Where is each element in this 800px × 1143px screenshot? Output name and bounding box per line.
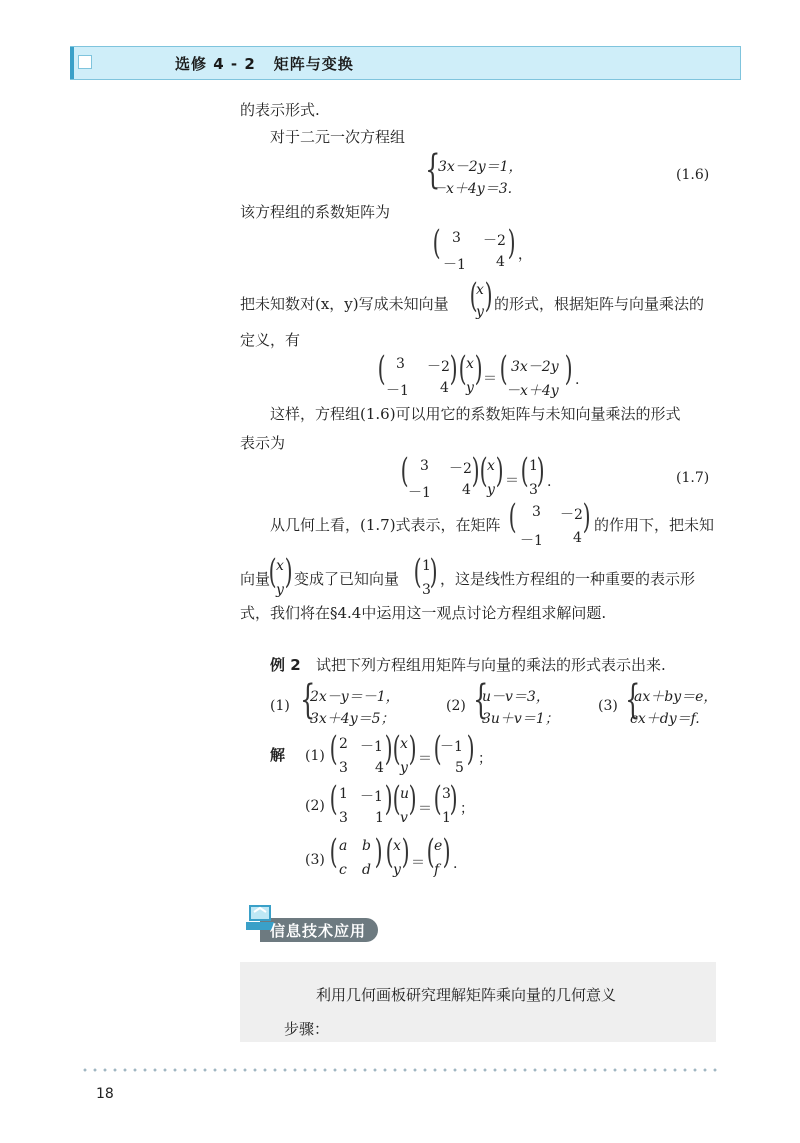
problem-number: (2) (446, 698, 466, 714)
matrix-cell: 4 (375, 760, 384, 776)
text-line: 式，我们将在§4.4中运用这一观点讨论方程组求解问题. (240, 604, 607, 622)
vector-entry: 3x－2y (511, 359, 559, 375)
vector-entry: －x＋4y (506, 383, 559, 399)
vector-right-bracket: ) (484, 276, 493, 316)
vector-right-bracket: ) (564, 349, 573, 389)
equation: －x＋4y＝3. (432, 181, 513, 197)
vector-left-bracket: ( (499, 349, 508, 389)
vector-entry: e (434, 838, 443, 854)
matrix-cell: 3 (396, 356, 405, 372)
vector-entry: 3 (529, 482, 538, 498)
matrix-cell: c (339, 862, 347, 878)
vector-right-bracket: ) (449, 779, 458, 819)
matrix-cell: 4 (573, 530, 582, 546)
text-line: ，这是线性方程组的一种重要的表示形 (440, 570, 696, 588)
system-brace: { (300, 677, 316, 723)
text-line: 的形式，根据矩阵与向量乘法的 (494, 295, 705, 313)
matrix-cell: －2 (560, 507, 583, 523)
solution-number: (1) (305, 748, 325, 764)
vector-entry: 1 (422, 558, 431, 574)
example-label: 例 2 (270, 656, 301, 674)
vector-entry: y (276, 582, 284, 598)
info-box (240, 962, 716, 1042)
vector-left-bracket: ( (413, 552, 422, 592)
punctuation: . (453, 856, 458, 872)
equation: cx＋dy＝f. (630, 711, 700, 727)
vector-right-bracket: ) (474, 349, 483, 389)
vector-left-bracket: ( (479, 451, 488, 491)
equation-tag: (1.6) (676, 167, 710, 183)
vector-left-bracket: ( (426, 832, 435, 872)
problem-number: (3) (598, 698, 618, 714)
matrix-right-bracket: ) (384, 779, 393, 819)
punctuation: ； (460, 801, 474, 817)
matrix-right-bracket: ) (384, 729, 393, 769)
vector-entry: y (466, 380, 474, 396)
header-title: 矩阵与变换 (273, 55, 354, 73)
system-brace: { (625, 677, 641, 723)
vector-right-bracket: ) (408, 779, 417, 819)
matrix-left-bracket: ( (329, 729, 338, 769)
matrix-cell: －1 (386, 383, 409, 399)
text-line: 表示为 (240, 434, 286, 452)
matrix-cell: －2 (449, 461, 472, 477)
matrix-cell: －2 (427, 359, 450, 375)
vector-left-bracket: ( (433, 729, 442, 769)
vector-entry: x (487, 458, 495, 474)
vector-right-bracket: ) (495, 451, 504, 491)
text-line: 的表示形式. (240, 101, 320, 119)
text-line: 的作用下，把未知 (594, 516, 715, 534)
text-line: 对于二元一次方程组 (270, 128, 406, 146)
header-accent-bar (70, 47, 74, 79)
header-square-icon (78, 55, 92, 69)
vector-left-bracket: ( (520, 451, 529, 491)
text-line: 这样，方程组(1.6)可以用它的系数矩阵与未知向量乘法的形式 (270, 405, 681, 423)
matrix-cell: 4 (462, 482, 471, 498)
text-line: 把未知数对(x，y)写成未知向量 (240, 295, 449, 313)
vector-right-bracket: ) (401, 832, 410, 872)
vector-left-bracket: ( (268, 552, 277, 592)
matrix-cell: 3 (339, 760, 348, 776)
text-line: 从几何上看，(1.7)式表示，在矩阵 (270, 516, 501, 534)
vector-entry: 1 (442, 810, 451, 826)
problem-number: (1) (270, 698, 290, 714)
info-tech-tab (240, 900, 380, 942)
system-brace: { (473, 677, 489, 723)
matrix-cell: 3 (532, 504, 541, 520)
vector-left-bracket: ( (385, 832, 394, 872)
matrix-left-bracket: ( (329, 832, 338, 872)
vector-entry: 3 (422, 582, 431, 598)
equation: u－v＝3， (482, 689, 550, 705)
solution-number: (2) (305, 798, 325, 814)
page-number: 18 (96, 1086, 114, 1102)
vector-left-bracket: ( (392, 729, 401, 769)
vector-right-bracket: ) (536, 451, 545, 491)
vector-entry: x (276, 558, 284, 574)
matrix-cell: 4 (496, 254, 505, 270)
example-text: 试把下列方程组用矩阵与向量的乘法的形式表示出来. (316, 656, 666, 674)
matrix-cell: －1 (520, 533, 543, 549)
punctuation: ； (478, 751, 492, 767)
matrix-cell: －1 (360, 739, 383, 755)
matrix-right-bracket: ) (582, 497, 591, 537)
matrix-cell: 3 (452, 230, 461, 246)
matrix-cell: d (362, 862, 371, 878)
footer-dotted-line (80, 1068, 720, 1072)
vector-entry: y (393, 862, 401, 878)
vector-entry: x (393, 838, 401, 854)
solution-label: 解 (270, 746, 286, 764)
system-brace: { (425, 147, 441, 193)
matrix-cell: －1 (360, 789, 383, 805)
equation: 3x－2y＝1， (438, 159, 523, 175)
matrix-cell: 4 (440, 380, 449, 396)
equals-sign: ＝ (418, 801, 432, 817)
vector-left-bracket: ( (433, 779, 442, 819)
equation: ax＋by＝e， (634, 689, 718, 705)
matrix-cell: 3 (339, 810, 348, 826)
matrix-right-bracket: ) (471, 451, 480, 491)
matrix-cell: 3 (420, 458, 429, 474)
info-box-step: 步骤： (284, 1020, 330, 1038)
solution-number: (3) (305, 852, 325, 868)
vector-entry: 1 (529, 458, 538, 474)
equation: 2x－y＝－1， (310, 689, 400, 705)
matrix-cell: －1 (408, 485, 431, 501)
vector-right-bracket: ) (442, 832, 451, 872)
matrix-left-bracket: ( (329, 779, 338, 819)
matrix-right-bracket: ) (449, 349, 458, 389)
header-text (175, 53, 372, 74)
matrix-left-bracket: ( (432, 223, 441, 263)
vector-entry: 5 (455, 760, 464, 776)
matrix-right-bracket: ) (374, 832, 383, 872)
vector-left-bracket: ( (469, 276, 478, 316)
punctuation: . (575, 372, 580, 388)
equals-sign: ＝ (483, 371, 497, 387)
equals-sign: ＝ (411, 855, 425, 871)
vector-entry: u (400, 786, 410, 802)
matrix-cell: 1 (339, 786, 348, 802)
vector-right-bracket: ) (408, 729, 417, 769)
vector-entry: x (476, 282, 484, 298)
vector-entry: v (400, 810, 408, 826)
vector-entry: y (487, 482, 495, 498)
matrix-cell: b (362, 838, 371, 854)
matrix-left-bracket: ( (508, 497, 517, 537)
punctuation: ， (518, 247, 532, 263)
equation: 3u＋v＝1； (482, 711, 559, 727)
vector-entry: x (466, 356, 474, 372)
matrix-left-bracket: ( (377, 349, 386, 389)
matrix-cell: 2 (339, 736, 348, 752)
matrix-right-bracket: ) (507, 223, 516, 263)
matrix-cell: a (339, 838, 348, 854)
equation-tag: (1.7) (676, 470, 710, 486)
matrix-cell: 1 (375, 810, 384, 826)
vector-entry: －1 (440, 739, 463, 755)
text-line: 变成了已知向量 (294, 570, 400, 588)
text-line: 向量 (240, 570, 271, 588)
punctuation: . (547, 474, 552, 490)
matrix-left-bracket: ( (400, 451, 409, 491)
text-line: 该方程组的系数矩阵为 (240, 203, 391, 221)
text-line: 定义，有 (240, 331, 301, 349)
vector-entry: f (434, 862, 440, 878)
vector-right-bracket: ) (284, 552, 293, 592)
matrix-cell: －1 (443, 257, 466, 273)
header-series: 选修 4 - 2 (175, 55, 256, 73)
vector-entry: y (400, 760, 408, 776)
equation: 3x＋4y＝5； (310, 711, 395, 727)
vector-entry: 3 (442, 786, 451, 802)
chapter-header (70, 46, 741, 80)
vector-right-bracket: ) (429, 552, 438, 592)
equals-sign: ＝ (418, 751, 432, 767)
vector-right-bracket: ) (466, 729, 475, 769)
info-box-title: 利用几何画板研究理解矩阵乘向量的几何意义 (316, 986, 617, 1004)
info-tech-label: 信息技术应用 (270, 922, 367, 940)
matrix-cell: －2 (483, 233, 506, 249)
equals-sign: ＝ (505, 473, 519, 489)
vector-left-bracket: ( (392, 779, 401, 819)
vector-entry: y (476, 304, 484, 320)
vector-left-bracket: ( (458, 349, 467, 389)
vector-entry: x (400, 736, 408, 752)
